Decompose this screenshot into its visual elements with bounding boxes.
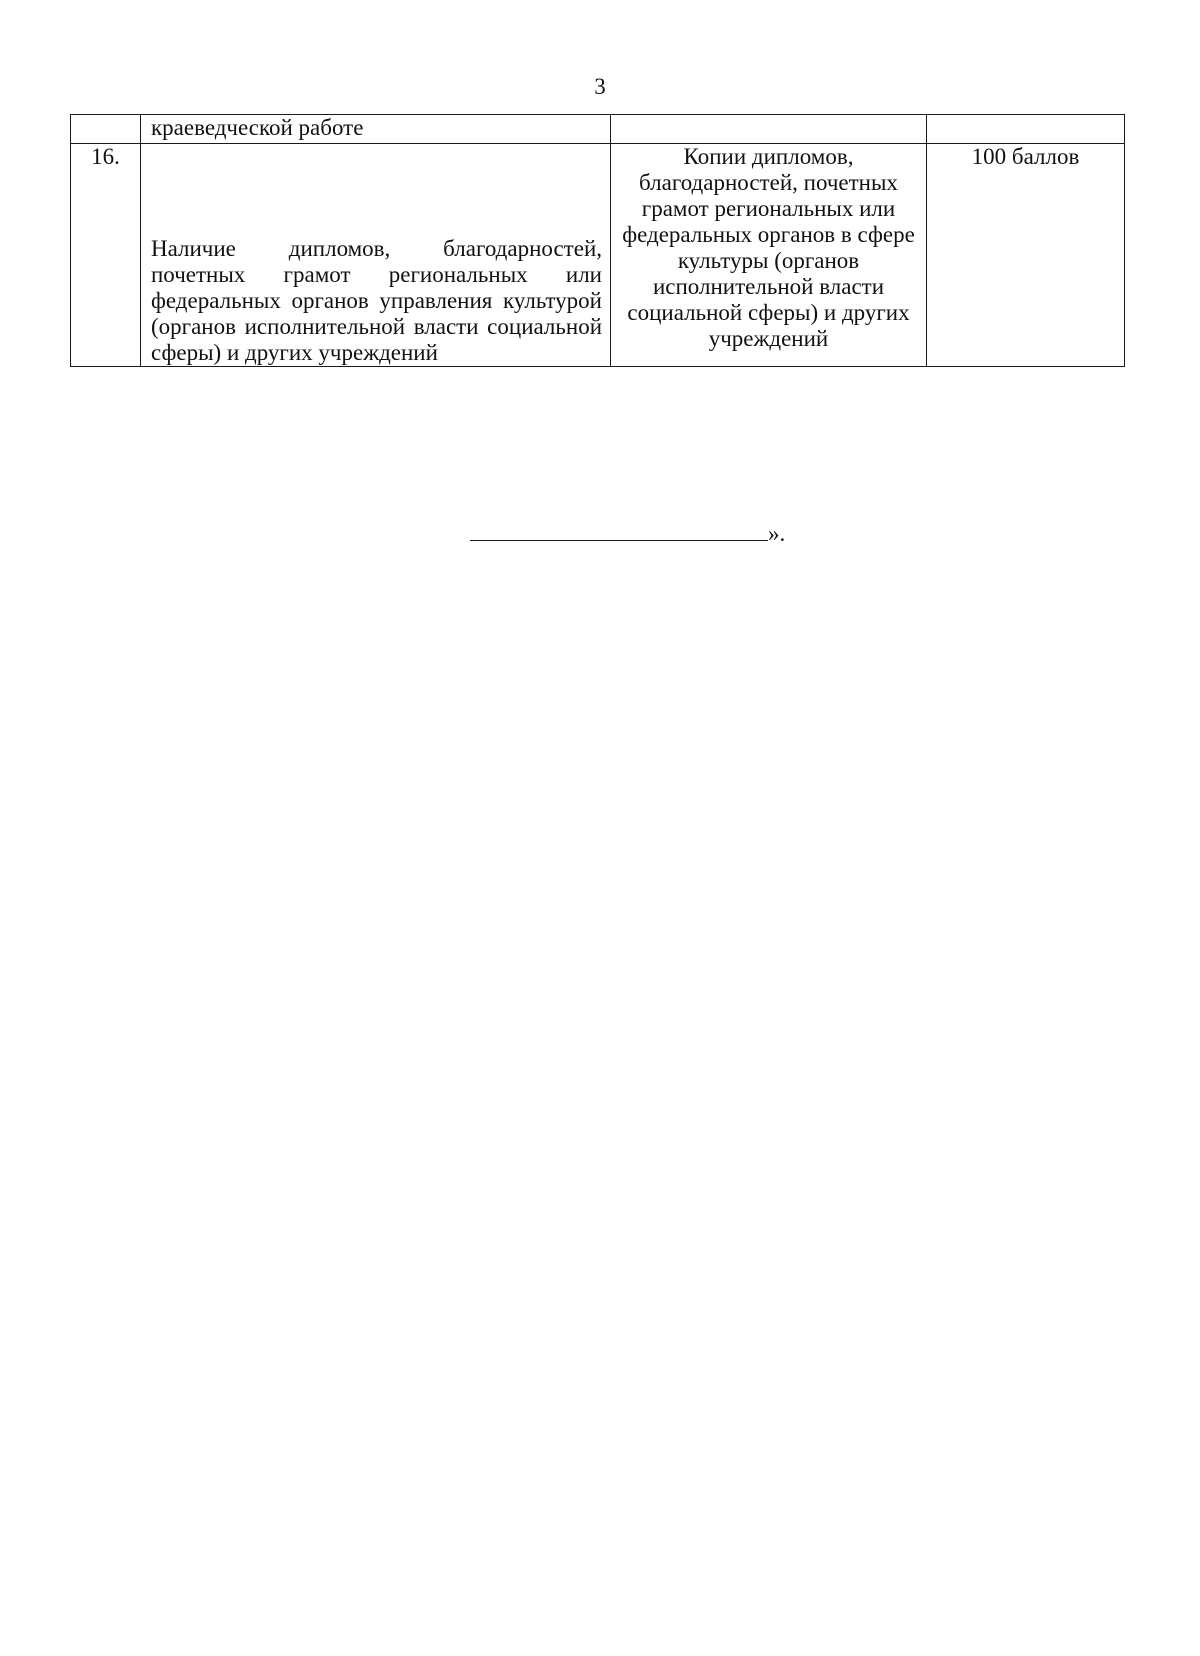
score-cell [927,115,1125,144]
table-row [71,115,1125,144]
row-number-cell [71,115,141,144]
page-number: 3 [594,74,606,99]
criterion-description-cell: Наличие дипломов, благодарностей, почетных грамот региональных или федеральных органов управления культурой (органов исполнительной власти социальной сферы) и других учреждений [141,144,611,367]
score-cell: 100 баллов [927,144,1125,367]
closing-quote-mark: ». [768,521,786,546]
closing-line [470,518,785,547]
table-row [71,144,1125,367]
row-number-cell: 16. [71,144,141,367]
documents-cell: Копии дипломов, благодарностей, почетных грамот региональных или федеральных органов в сфере культуры (органов исполнительной власти социальной сферы) и других учреждений [611,144,927,367]
criterion-description-cell: краеведческой работе [141,115,611,144]
documents-cell [611,115,927,144]
signature-blank-line [470,518,768,541]
criteria-table [70,114,1125,367]
